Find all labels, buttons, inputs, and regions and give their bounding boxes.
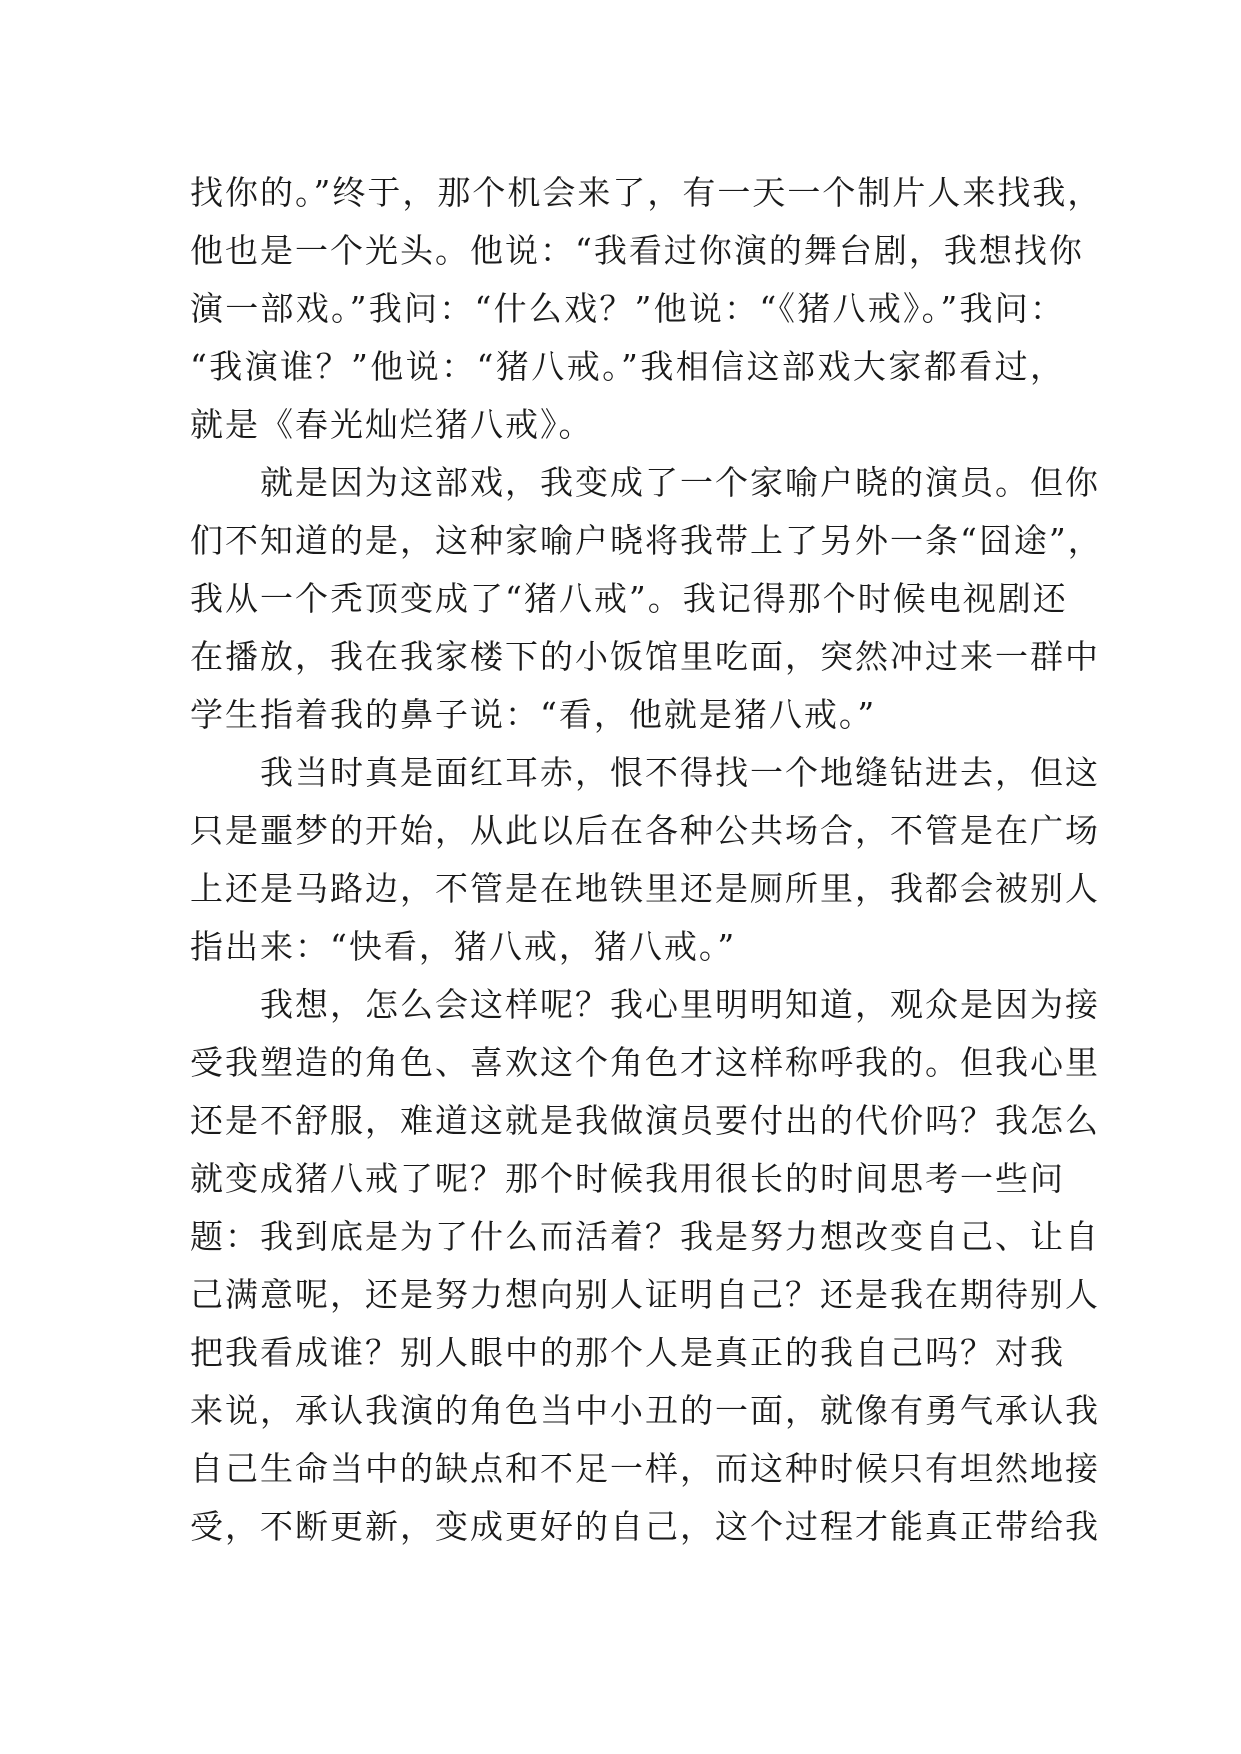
body-text: [190, 164, 1103, 1556]
text-line: 他也是一个光头。他说：“我看过你演的舞台剧，我想找你: [190, 231, 1084, 270]
text-line: “我演谁？”他说：“猪八戒。”我相信这部戏大家都看过，: [190, 347, 1065, 386]
text-line: 我当时真是面红耳赤，恨不得找一个地缝钻进去，但这: [190, 753, 1100, 792]
text-line: 学生指着我的鼻子说：“看，他就是猪八戒。”: [190, 695, 877, 734]
text-line: 上还是马路边，不管是在地铁里还是厕所里，我都会被别人: [190, 869, 1100, 908]
text-line: 就是因为这部戏，我变成了一个家喻户晓的演员。但你: [190, 463, 1100, 502]
text-line: 演一部戏。”我问：“什么戏？”他说：“《猪八戒》。”我问：: [190, 289, 1065, 328]
text-line: 题：我到底是为了什么而活着？我是努力想改变自己、让自: [190, 1217, 1100, 1256]
text-line: 己满意呢，还是努力想向别人证明自己？还是我在期待别人: [190, 1275, 1100, 1314]
text-line: 指出来：“快看，猪八戒，猪八戒。”: [190, 927, 737, 966]
text-line: 们不知道的是，这种家喻户晓将我带上了另外一条“囧途”，: [190, 521, 1103, 560]
text-line: 就是《春光灿烂猪八戒》。: [190, 405, 594, 444]
text-line: 只是噩梦的开始，从此以后在各种公共场合，不管是在广场: [190, 811, 1100, 850]
text-line: 我想，怎么会这样呢？我心里明明知道，观众是因为接: [190, 985, 1100, 1024]
text-line: 受我塑造的角色、喜欢这个角色才这样称呼我的。但我心里: [190, 1043, 1100, 1082]
text-line: 把我看成谁？别人眼中的那个人是真正的我自己吗？对我: [190, 1333, 1065, 1372]
text-line: 找你的。”终于，那个机会来了，有一天一个制片人来找我，: [190, 173, 1103, 212]
text-line: 还是不舒服，难道这就是我做演员要付出的代价吗？我怎么: [190, 1101, 1100, 1140]
text-line: 就变成猪八戒了呢？那个时候我用很长的时间思考一些问: [190, 1159, 1065, 1198]
text-line: 在播放，我在我家楼下的小饭馆里吃面，突然冲过来一群中: [190, 637, 1100, 676]
text-line: 来说，承认我演的角色当中小丑的一面，就像有勇气承认我: [190, 1391, 1100, 1430]
text-line: 我从一个秃顶变成了“猪八戒”。我记得那个时候电视剧还: [190, 579, 1068, 618]
text-line: 自己生命当中的缺点和不足一样，而这种时候只有坦然地接: [190, 1449, 1100, 1488]
text-line: 受，不断更新，变成更好的自己，这个过程才能真正带给我: [190, 1507, 1100, 1546]
